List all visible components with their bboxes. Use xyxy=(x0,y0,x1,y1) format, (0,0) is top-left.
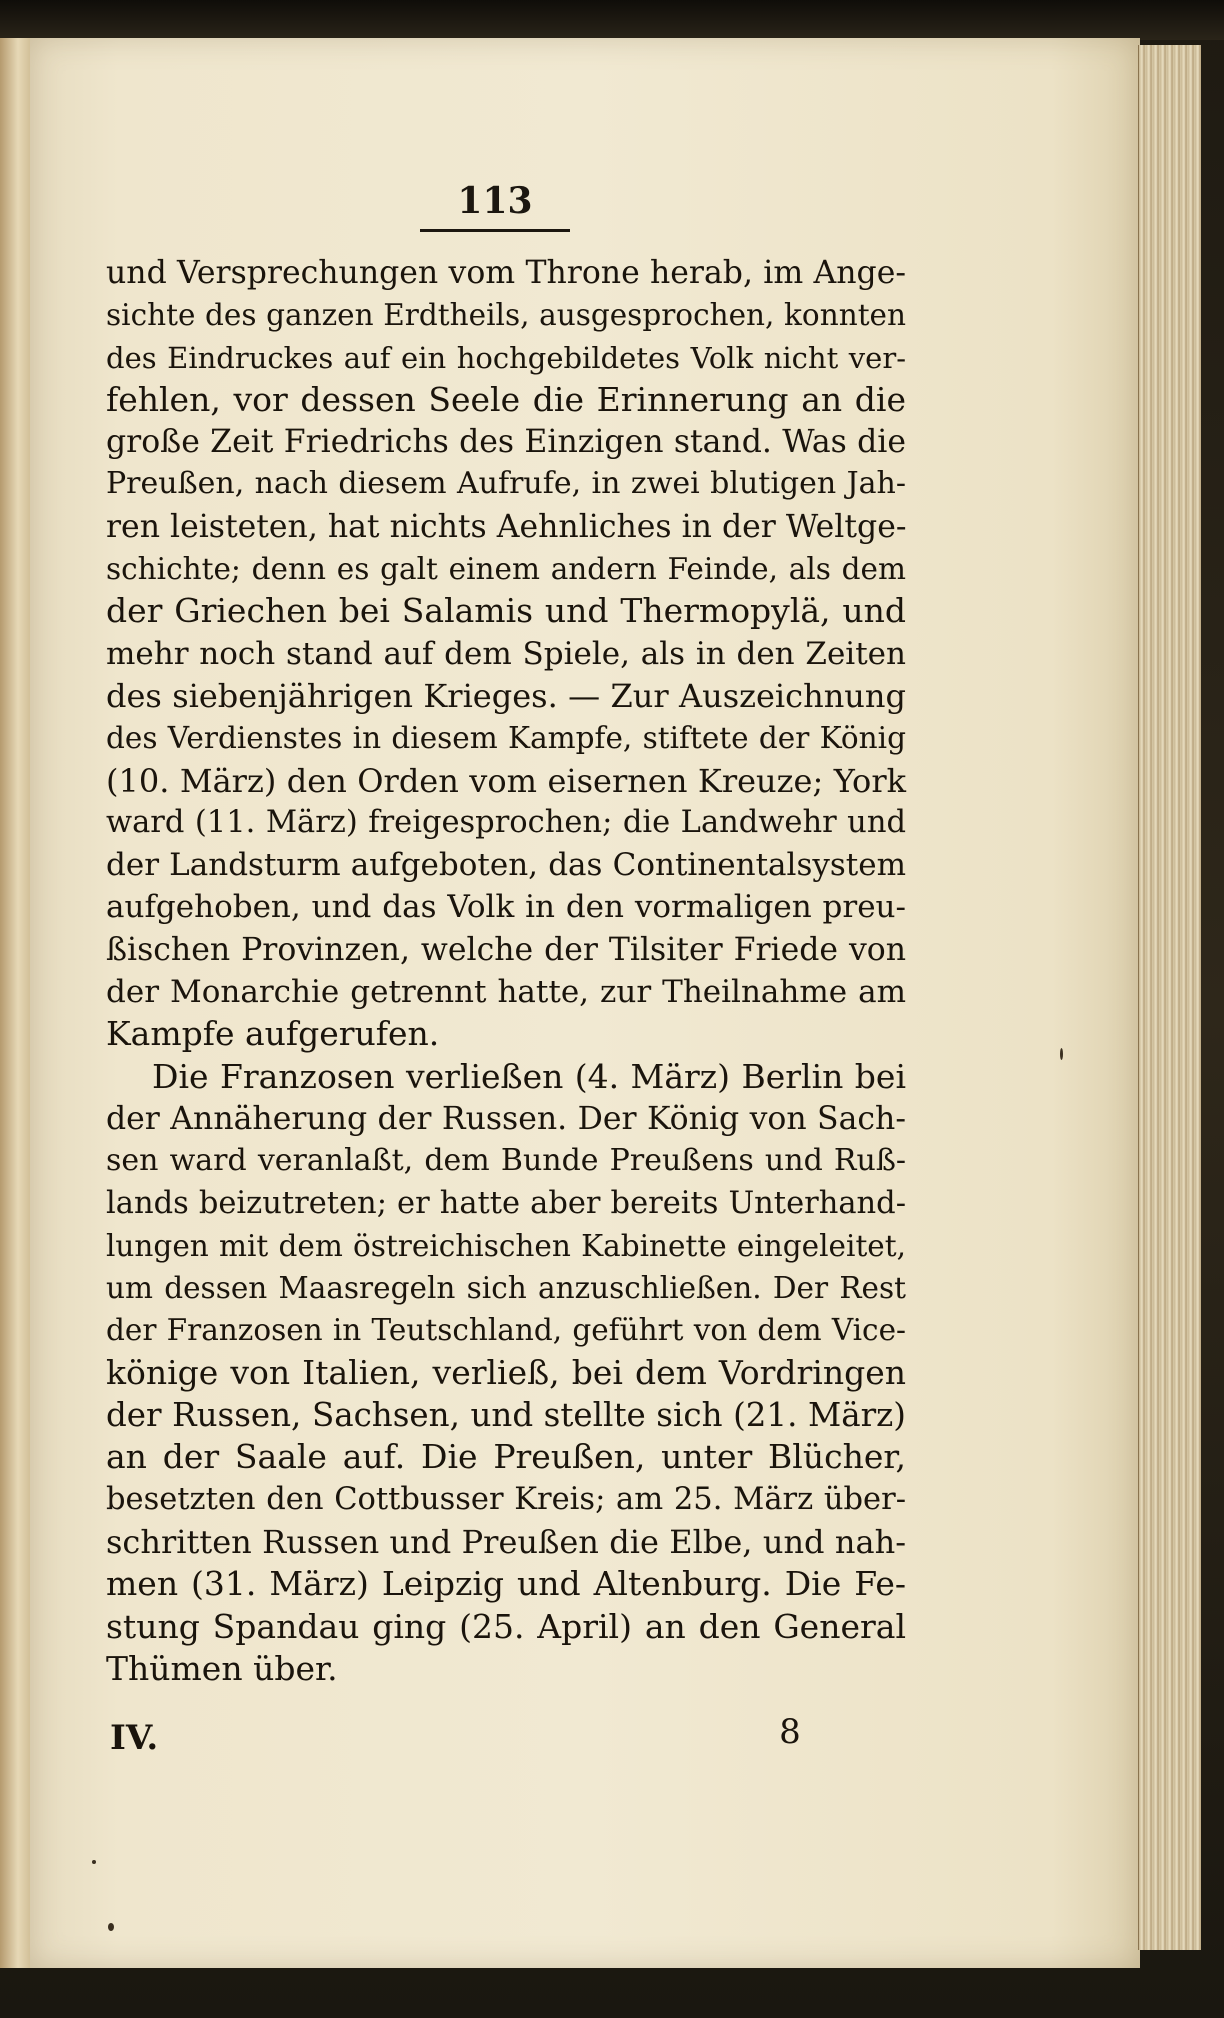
text-line: schichte; denn es galt einem andern Feinde, als dem xyxy=(106,552,906,587)
text-line: des Eindruckes auf ein hochgebildetes Volk nicht ver- xyxy=(106,340,906,375)
text-line: lungen mit dem östreichischen Kabinette eingeleitet, xyxy=(106,1228,906,1263)
text-line: ward (11. März) freigesprochen; die Landwehr und xyxy=(106,804,906,840)
text-line: Die Franzosen verließen (4. März) Berlin bei xyxy=(152,1056,906,1096)
text-line: Kampfe aufgerufen. xyxy=(106,1014,440,1054)
text-line: aufgehoben, und das Volk in den vormaligen preu- xyxy=(106,889,906,926)
text-line: der Russen, Sachsen, und stellte sich (21. März) xyxy=(106,1396,906,1435)
paper-speck xyxy=(108,1923,114,1931)
signature-mark: IV. xyxy=(110,1718,159,1758)
text-line: (10. März) den Orden vom eisernen Kreuze; York xyxy=(106,761,906,800)
text-line: an der Saale auf. Die Preußen, unter Blücher, xyxy=(106,1437,906,1477)
text-line: men (31. März) Leipzig und Altenburg. Die Fe- xyxy=(106,1564,906,1604)
text-line: der Franzosen in Teutschland, geführt von dem Vice- xyxy=(106,1313,906,1348)
paper-speck xyxy=(1060,1048,1063,1060)
text-line: um dessen Maasregeln sich anzuschließen. Der Rest xyxy=(106,1271,906,1306)
text-line: besetzten den Cottbusser Kreis; am 25. März über- xyxy=(106,1481,906,1517)
text-line: ßischen Provinzen, welche der Tilsiter Friede von xyxy=(106,931,906,968)
text-line: Preußen, nach diesem Aufrufe, in zwei blutigen Jah- xyxy=(106,466,906,502)
text-line: mehr noch stand auf dem Spiele, als in den Zeiten xyxy=(106,635,906,672)
text-line: des siebenjährigen Krieges. — Zur Auszeichnung xyxy=(106,676,906,715)
top-shadow xyxy=(0,0,1224,40)
text-line: der Landsturm aufgeboten, das Continentalsystem xyxy=(106,847,906,884)
text-line: des Verdienstes in diesem Kampfe, stiftete der König xyxy=(106,721,906,756)
text-line: große Zeit Friedrichs des Einzigen stand. Was die xyxy=(106,424,906,461)
header-rule xyxy=(420,229,570,232)
text-line: ren leisteten, hat nichts Aehnliches in der Weltge- xyxy=(106,508,907,545)
text-line: stung Spandau ging (25. April) an den General xyxy=(106,1606,906,1646)
text-line: Thümen über. xyxy=(106,1648,338,1688)
text-line: sichte des ganzen Erdtheils, ausgesprochen, konnten xyxy=(106,298,906,333)
left-page-edge xyxy=(0,38,32,1968)
paper-speck xyxy=(92,1860,96,1864)
body-text xyxy=(106,252,906,1690)
text-line: lands beizutreten; er hatte aber bereits Unterhand- xyxy=(106,1185,906,1221)
text-line: fehlen, vor dessen Seele die Erinnerung an die xyxy=(106,379,906,419)
text-line: sen ward veranlaßt, dem Bunde Preußens und Ruß- xyxy=(106,1143,906,1179)
page-number: 113 xyxy=(457,180,533,222)
page-stack-edge xyxy=(1138,45,1201,1950)
sheet-number: 8 xyxy=(779,1712,801,1752)
text-line: der Annäherung der Russen. Der König von Sach- xyxy=(106,1100,906,1137)
text-line: der Griechen bei Salamis und Thermopylä, und xyxy=(106,591,906,631)
text-line: schritten Russen und Preußen die Elbe, und nah- xyxy=(106,1522,906,1561)
text-line: und Versprechungen vom Throne herab, im Ange- xyxy=(106,255,906,291)
text-line: der Monarchie getrennt hatte, zur Theilnahme am xyxy=(106,974,906,1011)
text-line: könige von Italien, verließ, bei dem Vordringen xyxy=(106,1352,906,1392)
